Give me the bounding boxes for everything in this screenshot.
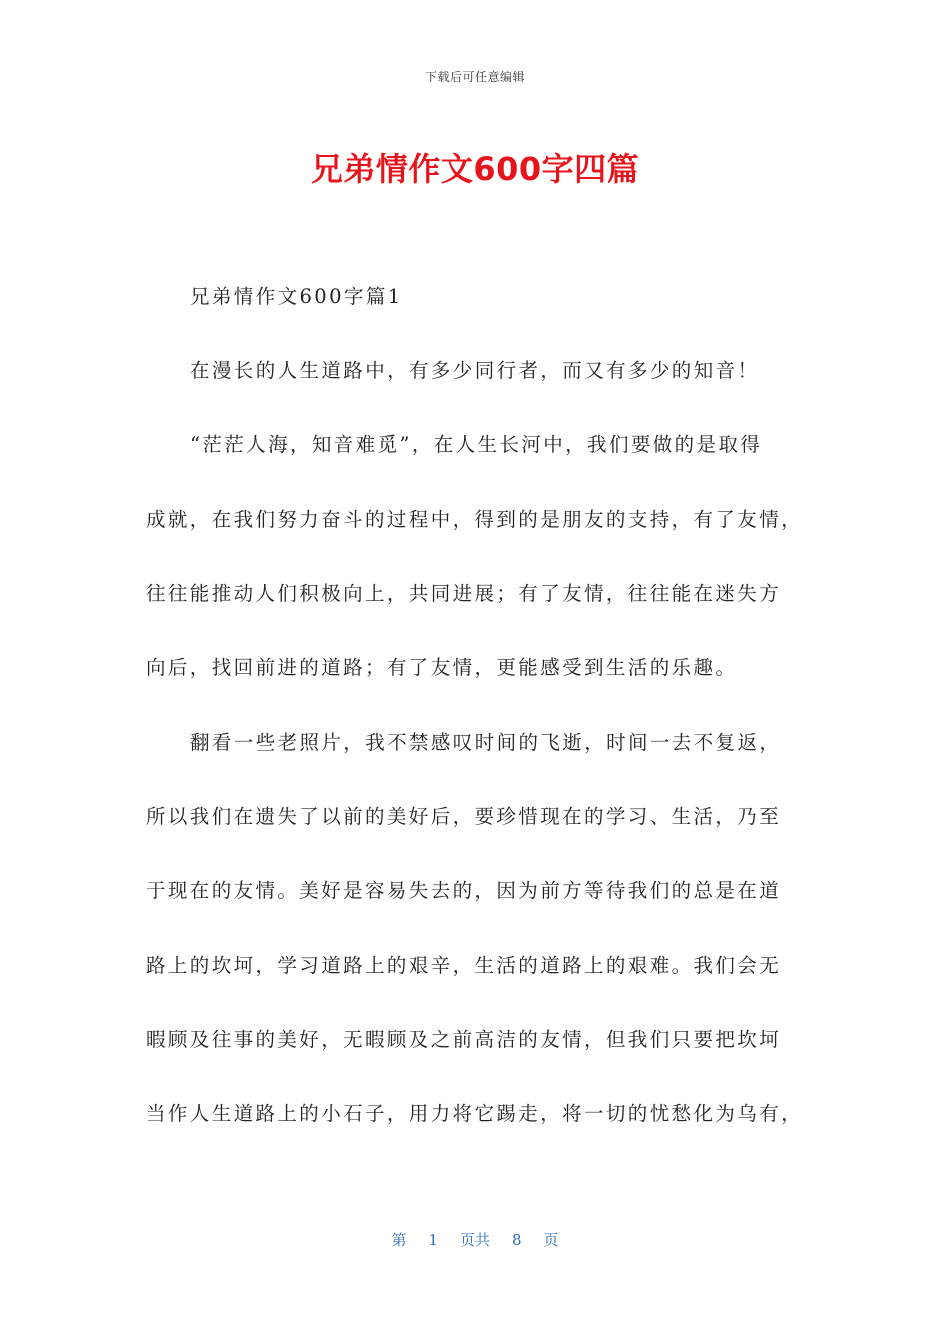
paragraph-line: “茫茫人海，知音难觅”，在人生长河中，我们要做的是取得 — [190, 433, 763, 456]
section-heading: 兄弟情作文600字篇1 — [190, 285, 403, 308]
paragraph-line: 往往能推动人们积极向上，共同进展；有了友情，往往能在迷失方 — [146, 582, 782, 605]
paragraph-line: 向后，找回前进的道路；有了友情，更能感受到生活的乐趣。 — [146, 656, 738, 679]
paragraph-line: 暇顾及往事的美好，无暇顾及之前高洁的友情，但我们只要把坎坷 — [146, 1028, 782, 1051]
paragraph-line: 在漫长的人生道路中，有多少同行者，而又有多少的知音！ — [190, 359, 760, 382]
current-page-number: 1 — [428, 1231, 438, 1249]
paragraph-line: 翻看一些老照片，我不禁感叹时间的飞逝，时间一去不复返， — [190, 731, 782, 754]
page-prefix: 第 — [391, 1231, 407, 1249]
paragraph-line: 成就，在我们努力奋斗的过程中，得到的是朋友的支持，有了友情， — [146, 508, 804, 531]
paragraph-line: 当作人生道路上的小石子，用力将它踢走，将一切的忧愁化为乌有， — [146, 1102, 804, 1125]
header-note: 下载后可任意编辑 — [424, 70, 525, 84]
paragraph-line: 于现在的友情。美好是容易失去的，因为前方等待我们的总是在道 — [146, 879, 782, 902]
page-suffix: 页 — [543, 1231, 559, 1249]
total-pages: 8 — [512, 1231, 522, 1249]
paragraph-line: 路上的坎坷，学习道路上的艰辛，生活的道路上的艰难。我们会无 — [146, 954, 782, 977]
page-mid: 页共 — [459, 1231, 490, 1249]
document-title: 兄弟情作文600字四篇 — [310, 150, 640, 188]
page-footer — [0, 1229, 950, 1250]
paragraph-line: 所以我们在遗失了以前的美好后，要珍惜现在的学习、生活，乃至 — [146, 805, 782, 828]
